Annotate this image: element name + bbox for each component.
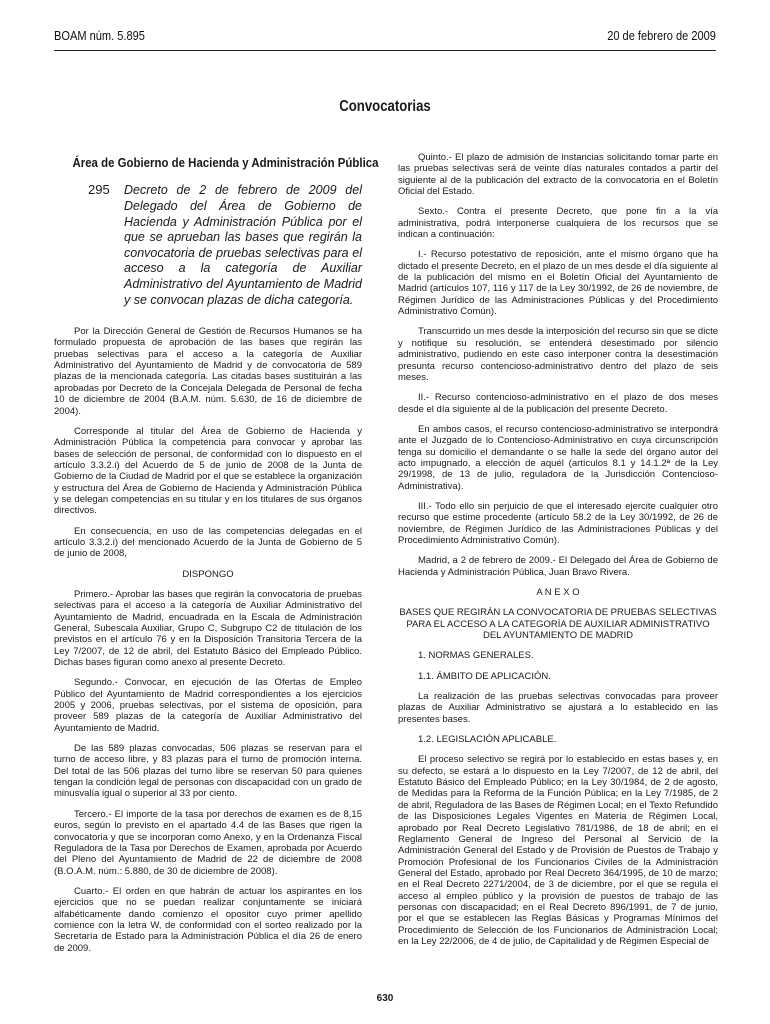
paragraph: En ambos casos, el recurso contencioso-administrativo se interpondrá ante el Juzgado de lo Contencioso-Administrativo en cuya circunscripción tenga su domicilio el demandante o se halle la sede del órgano autor del acto impugnado, a elección de aquél (artículos 8.1 y 14.1.2ª de la Ley 29/1998, de 13 de julio, reguladora de la Jurisdicción Contencioso-Administrativa). [398,423,718,492]
paragraph: De las 589 plazas convocadas, 506 plazas se reservan para el turno de acceso libre, y 83 plazas para el turno de promoción interna. Del total de las 506 plazas del turno libre se reservan 50 para quienes tengan la condición legal de personas con discapacidad con un grado de minusvalía igual o superior al 33 por ciento. [54,743,362,800]
paragraph: Transcurrido un mes desde la interposición del recurso sin que se dicte y notifique su resolución, se entenderá desestimado por silencio administrativo, pudiendo en este caso interponer contra la desestimación presunta recurso contencioso-administrativo dentro del plazo de seis meses. [398,326,718,383]
running-header-right: 20 de febrero de 2009 [607,28,716,43]
page-number: 630 [376,993,394,1004]
decree-heading [54,183,362,308]
paragraph: Segundo.- Convocar, en ejecución de las Ofertas de Empleo Público del Ayuntamiento de Madrid correspondientes a los ejercicios 2005 y 2006, pruebas selectivas, por el sistema de oposición, para proveer 589 plazas de la categoría de Auxiliar Administrativo del Ayuntamiento de Madrid. [54,677,362,734]
subheading: 1.1. ÁMBITO DE APLICACIÓN. [418,670,551,682]
paragraph: Primero.- Aprobar las bases que regirán la convocatoria de pruebas selectivas para el acceso a la categoría de Auxiliar Administrativo del Ayuntamiento de Madrid, encuadrada en la Escala de Administración General, Subescala Auxiliar, Grupo C, Subgrupo C2 de titulación de los previstos en el artículo 76 y en la Disposición Transitoria Tercera de la Ley 7/2007, de 12 de abril, del Estatuto Básico del Empleado Público. Dichas bases figuran como anexo al presente Decreto. [54,588,362,669]
paragraph: El proceso selectivo se regirá por lo establecido en estas bases y, en su defecto, se estará a lo dispuesto en la Ley 7/2007, de 12 de abril, del Estatuto Básico del Empleado Público; en la Ley 30/1984, de 2 de agosto, de Medidas para la Reforma de la Función Pública; en la Ley 7/1985, de 2 de abril, Reguladora de las Bases de Régimen Local; en el Texto Refundido de las Disposiciones Legales Vigentes en Materia de Régimen Local, aprobado por Real Decreto Legislativo 781/1986, de 18 de abril; en el Reglamento General de Ingreso del Personal al Servicio de la Administración General del Estado y de Provisión de Puestos de Trabajo y Promoción Profesional de los Funcionarios Civiles de la Administración General del Estado, aprobado por Real Decreto 364/1995, de 10 de marzo; en el Real Decreto 2271/2004, de 3 de diciembre, por el que se regula el acceso al empleo público y la provisión de puestos de trabajo de las personas con discapacidad; en el Real Decreto 896/1991, de 7 de junio, por el que se establecen las Reglas Básicas y Programas Mínimos del Procedimiento de Selección de los Funcionarios de Administración Local; en la Ley 22/2006, de 4 de julio, de Capitalidad y de Régimen Especial de [398,754,718,947]
right-column [398,152,718,956]
paragraph: Sexto.- Contra el presente Decreto, que pone fin a la vía administrativa, podrá interponerse cualquiera de los recursos que se indican a continuación: [398,206,718,241]
section-title: Convocatorias [339,98,431,115]
annex-title: BASES QUE REGIRÁN LA CONVOCATORIA DE PRUEBAS SELECTIVAS PARA EL ACCESO A LA CATEGORÍA DE AUXILIAR ADMINISTRATIVO DEL AYUNTAMIENTO DE MADRID [399,607,717,642]
paragraph: Por la Dirección General de Gestión de Recursos Humanos se ha formulado propuesta de aprobación de las bases que regirán las pruebas selectivas para el acceso a la categoría de Auxiliar Administrativo del Ayuntamiento de Madrid y de convocatoria de 589 plazas de la mencionada categoría. Las citadas bases sustituirán a las aprobadas por Decreto de la Concejala Delegada de Personal de fecha 10 de diciembre de 2004 (B.A.M. núm. 5.630, de 16 de diciembre de 2004). [54,326,362,417]
dispongo-heading: DISPONGO [182,568,234,580]
paragraph: Cuarto.- El orden en que habrán de actuar los aspirantes en los ejercicios que no se puedan realizar conjuntamente se iniciará alfabéticamente dando comienzo el opositor cuyo primer apellido comience con la letra W, de conformidad con el sorteo realizado por la Secretaría de Estado para la Administración Pública el día 26 de enero de 2009. [54,885,362,954]
area-title: Área de Gobierno de Hacienda y Administración Pública [72,155,379,170]
paragraph: Madrid, a 2 de febrero de 2009.- El Delegado del Área de Gobierno de Hacienda y Administración Pública, Juan Bravo Rivera. [398,555,718,578]
paragraph: En consecuencia, en uso de las competencias delegadas en el artículo 3.3.2.i) del mencionado Acuerdo de la Junta de Gobierno de 5 de junio de 2008, [54,525,362,560]
subheading: 1. NORMAS GENERALES. [418,650,534,662]
paragraph: II.- Recurso contencioso-administrativo en el plazo de dos meses desde el día siguiente al de la publicación del presente Decreto. [398,392,718,415]
header-rule [54,50,716,51]
left-column [54,152,379,963]
decree-number: 295 [88,182,110,198]
paragraph: III.- Todo ello sin perjuicio de que el interesado ejercite cualquier otro recurso que estime procedente (artículo 58.2 de la Ley 30/1992, de 26 de noviembre, de Régimen Jurídico de las Administraciones Públicas y del Procedimiento Administrativo Común). [398,500,718,546]
annex-heading: A N E X O [536,587,580,598]
decree-title: Decreto de 2 de febrero de 2009 del Delegado del Área de Gobierno de Hacienda y Administración Pública por el que se aprueban las bases que regirán la convocatoria de pruebas selectivas para el acceso a la categoría de Auxiliar Administrativo del Ayuntamiento de Madrid y se convocan plazas de dicha categoría. [124,183,362,307]
running-header-left: BOAM núm. 5.895 [54,28,145,43]
paragraph: Quinto.- El plazo de admisión de instancias solicitando tomar parte en las pruebas selectivas será de veinte días naturales contados a partir del siguiente al de la publicación del extracto de la convocatoria en el Boletín Oficial del Estado. [398,152,718,198]
paragraph: I.- Recurso potestativo de reposición, ante el mismo órgano que ha dictado el presente Decreto, en el plazo de un mes desde el día siguiente al de la publicación del mismo en el Boletín Oficial del Ayuntamiento de Madrid (artículos 107, 116 y 117 de la Ley 30/1992, de 26 de noviembre, de Régimen Jurídico de las Administraciones Públicas y del Procedimiento Administrativo Común). [398,249,718,318]
subheading: 1.2. LEGISLACIÓN APLICABLE. [418,734,557,746]
paragraph: Tercero.- El importe de la tasa por derechos de examen es de 8,15 euros, según lo previsto en el apartado 4.4 de las Bases que rigen la convocatoria y que se incorporan como Anexo, y en la Ordenanza Fiscal Reguladora de la Tasa por Derechos de Examen, aprobada por Acuerdo del Pleno del Ayuntamiento de Madrid de 22 de diciembre de 2008 (B.O.A.M. núm.: 5.880, de 30 de diciembre de 2008). [54,808,362,877]
paragraph: La realización de las pruebas selectivas convocadas para proveer plazas de Auxiliar Administrativo se ajustará a lo establecido en las presentes bases. [398,691,718,725]
paragraph: Corresponde al titular del Área de Gobierno de Hacienda y Administración Pública la competencia para convocar y aprobar las bases de selección de personal, de conformidad con lo dispuesto en el artículo 3.3.2.i) del Acuerdo de 5 de junio de 2008 de la Junta de Gobierno de la Ciudad de Madrid por el que se establece la organización y estructura del Área de Gobierno de Hacienda y Administración Pública y se delegan competencias en su titular y en los titulares de sus órganos directivos. [54,425,362,517]
